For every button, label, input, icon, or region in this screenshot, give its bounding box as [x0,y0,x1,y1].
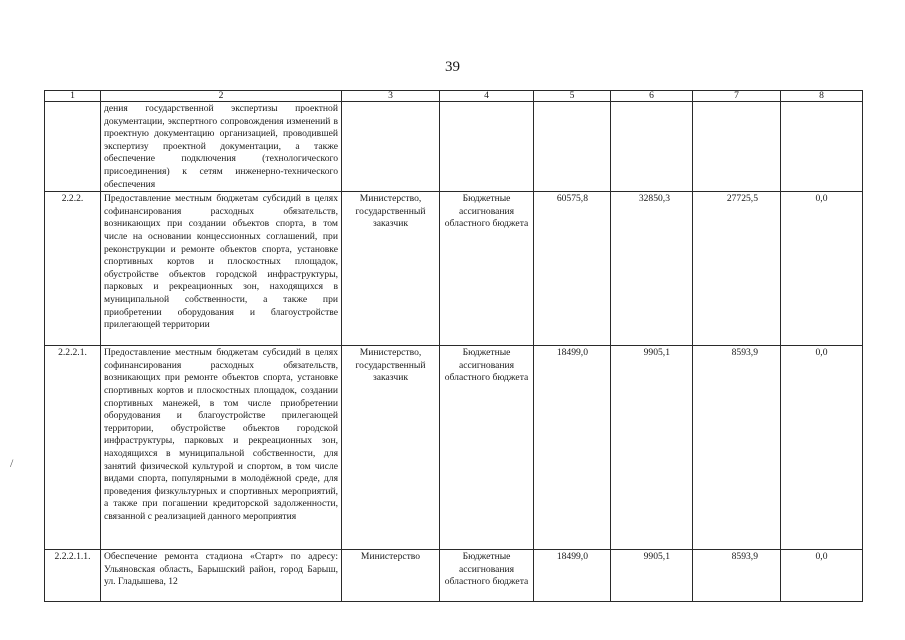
item-amount-year-3 [781,102,863,192]
item-amount-year-3: 0,0 [781,550,863,602]
item-total-amount: 60575,8 [534,192,611,346]
column-number: 6 [611,91,693,102]
item-amount-year-2: 8593,9 [693,550,781,602]
column-number: 8 [781,91,863,102]
item-amount-year-2 [693,102,781,192]
item-funding-source: Бюджетные ассигнования областного бюджета [440,550,534,602]
item-total-amount: 18499,0 [534,346,611,550]
item-funding-source: Бюджетные ассигнования областного бюджета [440,192,534,346]
item-amount-year-2: 8593,9 [693,346,781,550]
column-number: 1 [45,91,101,102]
item-amount-year-3: 0,0 [781,346,863,550]
item-amount-year-3: 0,0 [781,192,863,346]
item-total-amount [534,102,611,192]
page-number: 39 [445,59,460,75]
item-amount-year-1: 32850,3 [611,192,693,346]
table-row [45,346,863,550]
item-total-amount: 18499,0 [534,550,611,602]
column-number: 5 [534,91,611,102]
item-funding-source [440,102,534,192]
column-number: 4 [440,91,534,102]
item-description: Предоставление местным бюджетам субсидий в целях софинансирования расходных обязательств, возникающих при создании объектов спорта, в том числе на основании концессионных соглашений, при реконструкции и ремонте объектов спорта, установке спортивных кортов и плоскостных площадок, обустройстве объектов городской инфраструктуры, парковых и рекреационных зон, находящихся в муниципальной собственности, а также при приобретении оборудования и благоустройстве прилегающей территории [101,192,342,346]
item-amount-year-1 [611,102,693,192]
item-executor: Министерство, государственный заказчик [342,192,440,346]
margin-pen-mark: / [10,456,14,470]
item-number: 2.2.2.1. [45,346,101,550]
item-number: 2.2.2.1.1. [45,550,101,602]
table-row [45,550,863,602]
item-description: дения государственной экспертизы проектной документации, экспертного сопровождения изменений в проектную документацию организацией, проводившей экспертизу проектной документации, а также обеспечение подключения (технологического присоединения) к сетям инженерно-технического обеспечения [101,102,342,192]
item-executor: Министерство [342,550,440,602]
item-description: Предоставление местным бюджетам субсидий в целях софинансирования расходных обязательств, возникающих при ремонте объектов спорта, установке спортивных кортов и плоскостных площадок, создании спортивных манежей, в том числе приобретении оборудования и благоустройстве прилегающей территории, обустройстве объектов городской инфраструктуры, парковых и рекреационных зон, находящихся в муниципальной собственности, для занятий физической культурой и спортом, в том числе видами спорта, популярными в молодёжной среде, для проведения физкультурных и спортивных мероприятий, а также при погашении кредиторской задолженности, связанной с реализацией данного мероприятия [101,346,342,550]
item-executor [342,102,440,192]
program-table [44,90,863,602]
item-number: 2.2.2. [45,192,101,346]
table-row [45,102,863,192]
item-description: Обеспечение ремонта стадиона «Старт» по адресу: Ульяновская область, Барышский район, город Барыш, ул. Гладышева, 12 [101,550,342,602]
column-number: 7 [693,91,781,102]
item-executor: Министерство, государственный заказчик [342,346,440,550]
table-row [45,192,863,346]
column-number: 2 [101,91,342,102]
column-number: 3 [342,91,440,102]
item-number [45,102,101,192]
item-amount-year-2: 27725,5 [693,192,781,346]
column-number-row [45,91,863,102]
item-amount-year-1: 9905,1 [611,346,693,550]
item-amount-year-1: 9905,1 [611,550,693,602]
item-funding-source: Бюджетные ассигнования областного бюджета [440,346,534,550]
